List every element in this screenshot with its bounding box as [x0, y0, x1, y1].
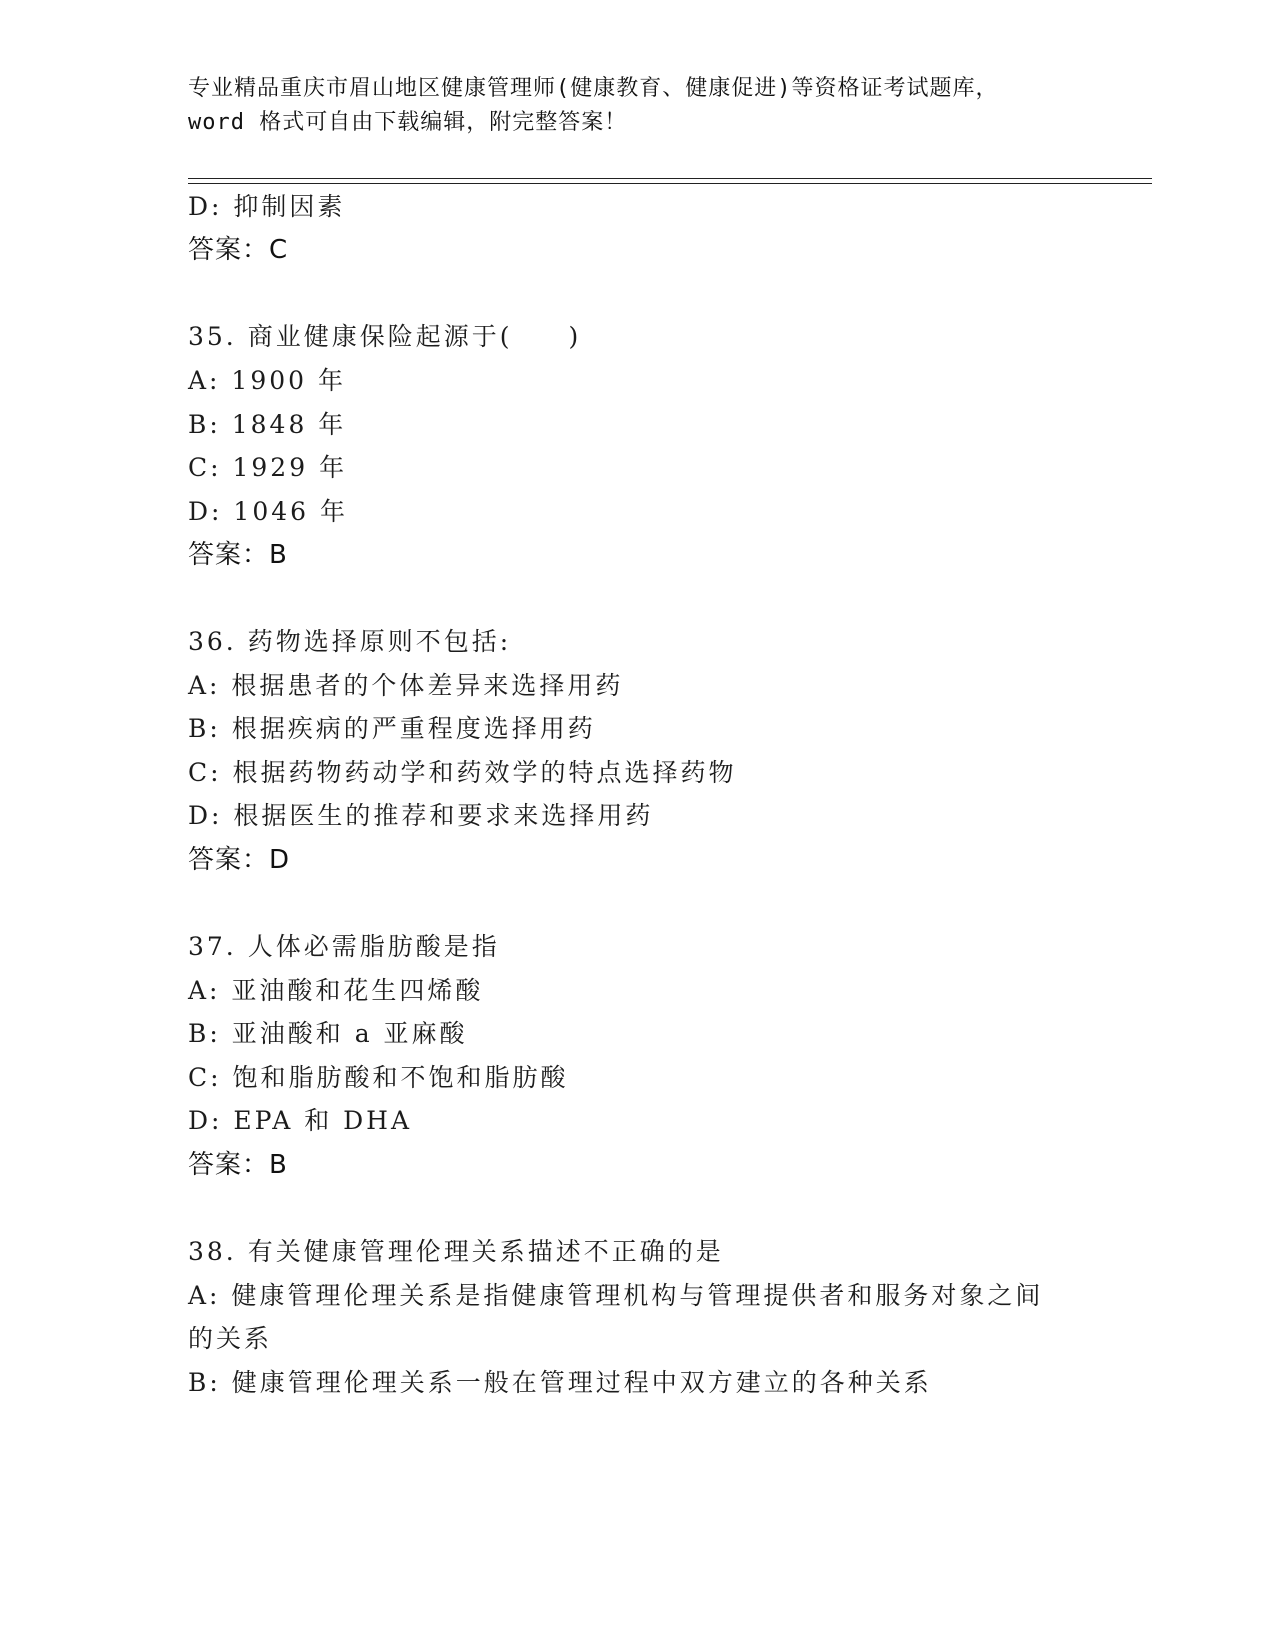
q35-option-c: C: 1929 年 — [188, 453, 348, 482]
q37-option-d: D: EPA 和 DHA — [188, 1106, 413, 1135]
q36-option-a: A: 根据患者的个体差异来选择用药 — [188, 671, 624, 700]
q38-option-a-line-2: 的关系 — [188, 1324, 273, 1353]
q36-option-d: D: 根据医生的推荐和要求来选择用药 — [188, 801, 654, 830]
q36-question: 36. 药物选择原则不包括: — [188, 627, 512, 656]
q38-option-b: B: 健康管理伦理关系一般在管理过程中双方建立的各种关系 — [188, 1368, 932, 1397]
q36-option-b: B: 根据疾病的严重程度选择用药 — [188, 714, 596, 743]
q35-question: 35. 商业健康保险起源于( ) — [188, 322, 582, 351]
q35-option-a: A: 1900 年 — [188, 366, 346, 395]
q36-option-c: C: 根据药物药动学和药效学的特点选择药物 — [188, 758, 737, 787]
header-title-line-1: 专业精品重庆市眉山地区健康管理师(健康教育、健康促进)等资格证考试题库， — [188, 76, 999, 101]
q38-question: 38. 有关健康管理伦理关系描述不正确的是 — [188, 1237, 724, 1266]
header-divider-top — [188, 178, 1152, 179]
q38-option-a-line-1: A: 健康管理伦理关系是指健康管理机构与管理提供者和服务对象之间 — [188, 1281, 1044, 1310]
q34-option-d: D: 抑制因素 — [188, 192, 346, 221]
q34-answer: 答案：C — [188, 235, 289, 265]
q36-answer: 答案：D — [188, 845, 291, 875]
q37-option-c: C: 饱和脂肪酸和不饱和脂肪酸 — [188, 1063, 569, 1092]
document-header — [188, 72, 1148, 140]
q35-option-b: B: 1848 年 — [188, 410, 347, 439]
q37-option-b: B: 亚油酸和 a 亚麻酸 — [188, 1019, 468, 1048]
q37-option-a: A: 亚油酸和花生四烯酸 — [188, 976, 484, 1005]
header-title-line-2: word 格式可自由下载编辑，附完整答案！ — [188, 110, 628, 135]
q37-answer: 答案：B — [188, 1150, 288, 1180]
q35-answer: 答案：B — [188, 540, 288, 570]
q35-option-d: D: 1046 年 — [188, 497, 348, 526]
q37-question: 37. 人体必需脂肪酸是指 — [188, 932, 500, 961]
header-divider-bottom — [188, 183, 1152, 184]
